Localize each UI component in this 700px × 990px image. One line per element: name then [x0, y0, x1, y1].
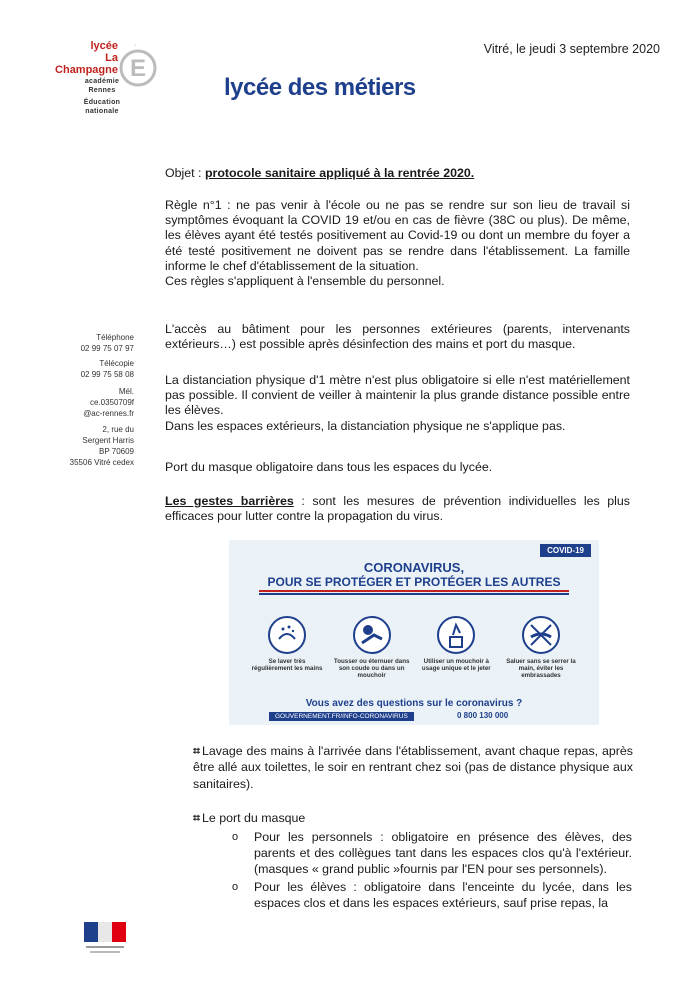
regle-paragraph: Règle n°1 : ne pas venir à l'école ou ne pas se rendre sur son lieu de travail si symptômes évoquant la COVID 19 et/ou en cas de fièvre (38C ou plus). De même, les élèves ayant été testés positivement au Covid-19 ou dont un membre du foyer a été testé positivement ne doivent pas se rendre dans l'établissement. La famille informe le chef d'établissement de la situation. Ces règles s'appliquent à l'ensemble du personnel.: [165, 198, 630, 289]
poster-title: CORONAVIRUS,: [363, 560, 465, 575]
objet-subject: protocole sanitaire appliqué à la rentrée 2020.: [204, 166, 475, 180]
letter-date: Vitré, le jeudi 3 septembre 2020: [483, 42, 660, 56]
poster-divider-blue: [259, 593, 569, 595]
gestes-paragraph: Les gestes barrières : sont les mesures de prévention individuelles les plus efficaces pour lutter contre la propagation du virus.: [165, 494, 630, 524]
contact-address: 2, rue du Sergent Harris BP 70609 35506 Vitré cedex: [69, 425, 134, 467]
covid-badge: COVID-19: [540, 544, 591, 557]
contact-fax: Télécopie 02 99 75 58 08: [80, 359, 134, 379]
lycee-la-champagne-logo: [52, 40, 162, 150]
gesture-tissue: Utiliser un mouchoir à usage unique et le jeter: [418, 615, 494, 679]
svg-text:E: E: [130, 55, 147, 82]
marianne-logo: [82, 920, 130, 956]
gesture-cough-elbow: Tousser ou éternuer dans son coude ou dans un mouchoir: [334, 615, 410, 679]
academie-label: académie Rennes Éducation nationale: [83, 78, 121, 115]
svg-text:´: ´: [134, 44, 138, 55]
distanciation-paragraph: La distanciation physique d'1 mètre n'est plus obligatoire si elle n'est matériellement pas possible. Il convient de veiller à maintenir la plus grande distance possible entre les élèves. Dans les espaces extérieurs, la distanciation physique ne s'applique pas.: [165, 373, 630, 433]
gesture-wash-hands: Se laver très régulièrement les mains: [249, 615, 325, 679]
barrier-gestures-icons: [249, 615, 579, 679]
bullet-icon: ⌗: [193, 811, 200, 825]
poster-phone: 0 800 130 000: [457, 711, 509, 720]
no-handshake-icon: [521, 615, 561, 655]
contact-email: Mél. ce.0350709f @ac-rennes.fr: [83, 387, 134, 418]
poster-question: Vous avez des questions sur le coronavirus ?: [305, 698, 523, 709]
bullet-port-masque: ⌗ Le port du masque: [193, 811, 306, 825]
objet-line: Objet : protocole sanitaire appliqué à la rentrée 2020.: [165, 166, 475, 180]
marianne-icon: [82, 920, 130, 956]
masque-paragraph: Port du masque obligatoire dans tous les espaces du lycée.: [165, 460, 493, 474]
list-item-eleves: o Pour les élèves : obligatoire dans l'enceinte du lycée, dans les espaces clos et dans les espaces extérieurs, sauf prise repas, la: [232, 879, 632, 911]
coronavirus-poster: [229, 540, 599, 725]
gesture-no-handshake: Saluer sans se serrer la main, éviter les embrassades: [503, 615, 579, 679]
gestes-label: Les gestes barrières: [165, 494, 294, 508]
bullet-icon: ⌗: [193, 744, 200, 758]
poster-website: GOUVERNEMENT.FR/INFO-CORONAVIRUS: [269, 712, 414, 721]
tissue-icon: [436, 615, 476, 655]
acces-paragraph: L'accès au bâtiment pour les personnes extérieures (parents, intervenants extérieurs…) est possible après désinfection des mains et port du masque.: [165, 322, 630, 352]
list-item-personnels: o Pour les personnels : obligatoire en présence des élèves, des parents et des collègues tant dans les espaces clos qu'à l'extérieur. (masques « grand public »fournis par l'EN pour ses personnels).: [232, 829, 632, 878]
cough-elbow-icon: [352, 615, 392, 655]
masque-sub-list: [232, 829, 632, 912]
lycee-logo-text: lycée La Champagne: [55, 40, 118, 76]
lycee-des-metiers-logo: lycée des métiers: [224, 74, 416, 101]
wash-hands-icon: [267, 615, 307, 655]
poster-subtitle: POUR SE PROTÉGER ET PROTÉGER LES AUTRES: [267, 575, 561, 589]
poster-divider: [259, 590, 569, 592]
contact-telephone: Téléphone 02 99 75 07 97: [80, 333, 134, 353]
bullet-lavage: ⌗ Lavage des mains à l'arrivée dans l'établissement, avant chaque repas, après être allé aux toilettes, le soir en rentrant chez soi (pas de distance physique aux sanitaires).: [193, 744, 633, 791]
